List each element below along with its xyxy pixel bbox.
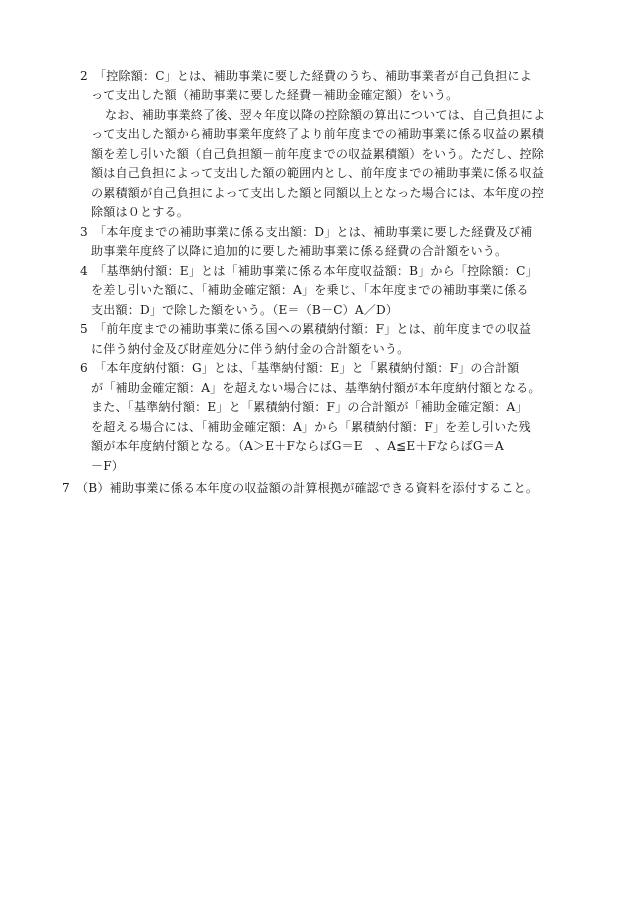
note-6-line-6: －F）: [91, 459, 125, 473]
note-5-line-2: に伴う納付金及び財産処分に伴う納付金の合計額をいう。: [91, 342, 410, 356]
note-4-line-1: 4 「基準納付額：E」とは「補助事業に係る本年度収益額：B」から「控除額：C」: [80, 264, 538, 278]
note-7-line-1: 7 （B）補助事業に係る本年度の収益額の計算根拠が確認できる資料を添付すること。: [62, 481, 539, 495]
note-2-para-line-3: 額を差し引いた額（自己負担額－前年度までの収益累積額）をいう。ただし、控除: [91, 147, 545, 161]
note-2-para-line-6: 除額は０とする。: [91, 205, 189, 219]
note-2-para-line-4: 額は自己負担によって支出した額の範囲内とし、前年度までの補助事業に係る収益: [91, 166, 545, 180]
note-2-para-line-5: の累積額が自己負担によって支出した額と同額以上となった場合には、本年度の控: [91, 186, 545, 200]
note-6-line-2: が「補助金確定額：A」を超えない場合には、基準納付額が本年度納付額となる。: [91, 381, 541, 395]
note-6-line-4: を超える場合には、「補助金確定額：A」から「累積納付額：F」を差し引いた残: [91, 420, 531, 434]
note-2-para-line-2: って支出した額から補助事業年度終了より前年度までの補助事業に係る収益の累積: [91, 127, 545, 141]
note-4-line-2: を差し引いた額に、「補助金確定額：A」を乗じ、「本年度までの補助事業に係る: [91, 283, 529, 297]
note-6-line-5: 額が本年度納付額となる。（A＞E＋FならばG＝E 、A≦E＋FならばG＝A: [91, 439, 504, 453]
note-6-line-3: また、「基準納付額：E」と「累積納付額：F」の合計額が「補助金確定額：A」: [91, 400, 528, 414]
note-5-line-1: 5 「前年度までの補助事業に係る国への累積納付額：F」とは、前年度までの収益: [80, 322, 532, 336]
note-3-line-2: 助事業年度終了以降に追加的に要した補助事業に係る経費の合計額をいう。: [91, 244, 508, 258]
note-2-line-1: 2 「控除額：C」とは、補助事業に要した経費のうち、補助事業者が自己負担によ: [80, 69, 532, 83]
note-2-para-line-1: なお、補助事業終了後、翌々年度以降の控除額の算出については、自己負担によ: [105, 108, 546, 122]
note-4-line-3: 支出額：D」で除した額をいう。（E＝（B－C）A／D）: [91, 303, 399, 317]
note-3-line-1: 3 「本年度までの補助事業に係る支出額：D」とは、補助事業に要した経費及び補: [80, 225, 533, 239]
note-6-line-1: 6 「本年度納付額：G」とは、「基準納付額：E」と「累積納付額：F」の合計額: [80, 361, 520, 375]
note-2-line-2: って支出した額（補助事業に要した経費－補助金確定額）をいう。: [91, 88, 459, 102]
